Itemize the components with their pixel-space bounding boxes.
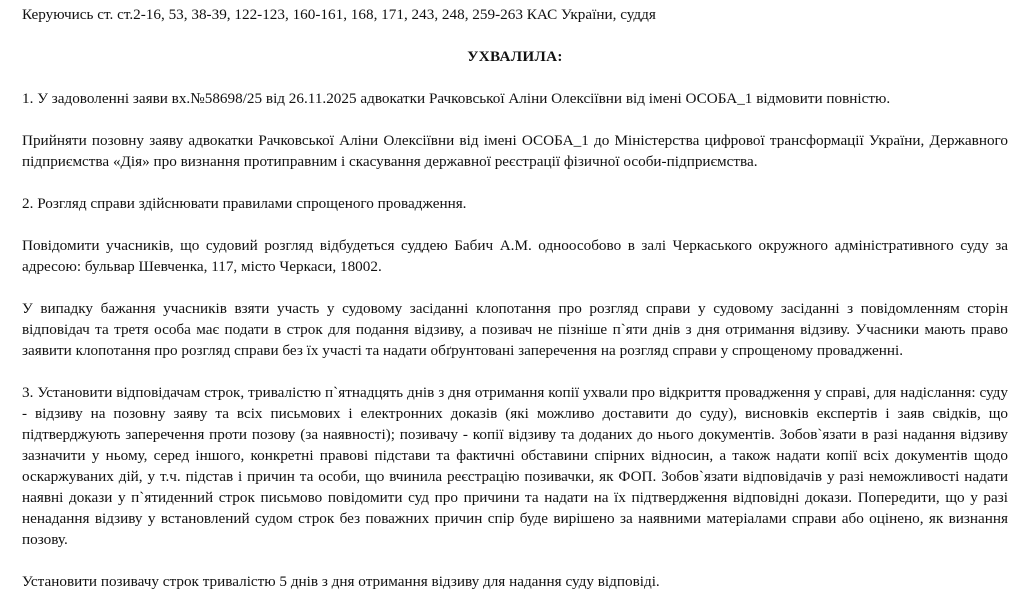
ruling-heading: УХВАЛИЛА: bbox=[467, 48, 563, 65]
paragraph-refuse-application: 1. У задоволенні заяви вх.№58698/25 від 26.11.2025 адвокатки Рачковської Аліни Олексіївни від імені ОСОБА_1 відмовити повністю. bbox=[22, 90, 891, 107]
paragraph-defendant-deadline: 3. Установити відповідачам строк, тривалістю п`ятнадцять днів з дня отримання копії ухвали про відкриття провадження у справі, для надіслання: суду - відзиву на позовну заяву та всіх письмових і електронних доказів (які можливо доставити до суду), висновків експертів і заяв свідків, що підтверджують заперечення проти позову (за наявності); позивачу - копії відзиву та доданих до нього документів. Зобов`язати в разі надання відзиву зазначити у ньому, серед іншого, конкретні правові підстави та фактичні обставини спірних відносин, а також надати копії всіх документів щодо оскаржуваних дій, у т.ч. підстав і причин та особи, що вчинила реєстрацію позивачки, як ФОП. Зобов`язати відповідачів у разі неможливості надати наявні докази у п`ятиденний строк письмово повідомити суд про причини та надати на їх підтвердження відповідні докази. Попередити, що у разі ненадання відзиву у встановлений судом строк без поважних причин спір буде вирішено за наявними матеріалами справи або оцінено, як визнання позову. bbox=[22, 384, 1008, 548]
paragraph-participation-motion: У випадку бажання учасників взяти участь у судовому засіданні клопотання про розгляд справи у судовому засіданні з повідомленням сторін відповідач та третя особа має подати в строк для подання відзиву, а позивач не пізніше п`яти днів з дня отримання відзиву. Учасники мають право заявити клопотання про розгляд справи без їх участі та надати обґрунтовані заперечення на розгляд справи у спрощеному провадженні. bbox=[22, 300, 1008, 359]
paragraph-plaintiff-deadline: Установити позивачу строк тривалістю 5 днів з дня отримання відзиву для надання суду відповіді. bbox=[22, 573, 660, 590]
preamble-text: Керуючись ст. ст.2-16, 53, 38-39, 122-123, 160-161, 168, 171, 243, 248, 259-263 КАС України, суддя bbox=[22, 6, 656, 23]
paragraph-simplified-procedure: 2. Розгляд справи здійснювати правилами спрощеного провадження. bbox=[22, 195, 467, 212]
paragraph-accept-claim: Прийняти позовну заяву адвокатки Рачковської Аліни Олексіївни від імені ОСОБА_1 до Міністерства цифрової трансформації України, Державного підприємства «Дія» про визнання протиправним і скасування державної реєстрації фізичної особи-підприємства. bbox=[22, 132, 1008, 170]
court-ruling-document bbox=[22, 4, 1008, 613]
paragraph-hearing-notice: Повідомити учасників, що судовий розгляд відбудеться суддею Бабич А.М. одноособово в залі Черкаського окружного адміністративного суду за адресою: бульвар Шевченка, 117, місто Черкаси, 18002. bbox=[22, 237, 1008, 275]
